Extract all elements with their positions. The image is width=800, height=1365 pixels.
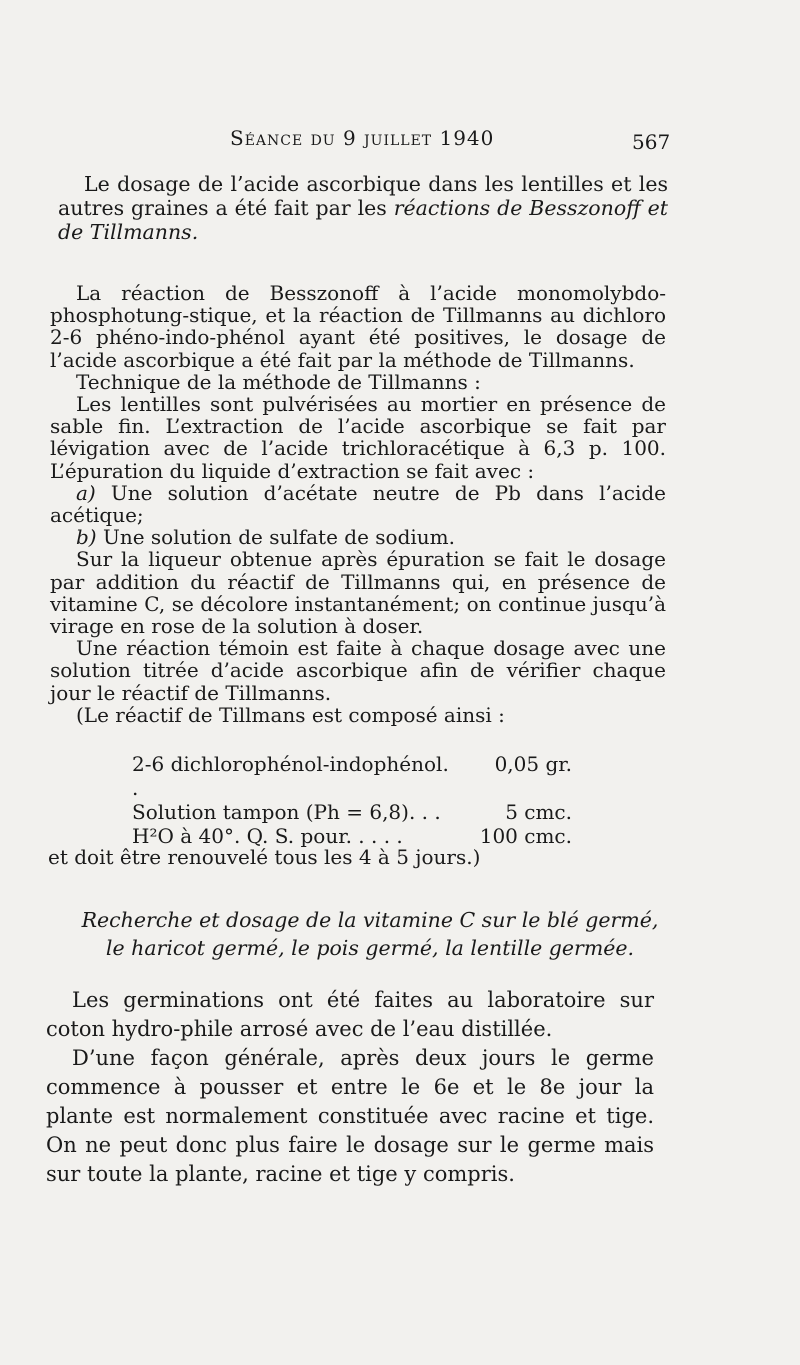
method-paragraph-4: Sur la liqueur obtenue après épuration se fait le dosage par addition du réactif de Tillmanns qui, en présence de vitamine C, se décolore instantanément; on continue jusqu’à virage en rose de la solution à doser. — [50, 547, 666, 639]
list-letter-a: a) — [76, 480, 96, 505]
reagent-label: H²O à 40°. Q. S. pour. . . . . — [132, 824, 403, 848]
method-paragraph-2: Technique de la méthode de Tillmanns : — [76, 369, 481, 394]
intro-paragraph — [58, 172, 668, 244]
reagent-value: 0,05 gr. — [494, 752, 572, 776]
method-section — [50, 282, 666, 726]
table-row — [132, 752, 572, 800]
germination-section — [46, 986, 654, 1189]
intro-text: Le dosage de l’acide ascorbique dans les lentilles et les autres graines a été fait par les — [58, 172, 668, 220]
method-paragraph-6: (Le réactif de Tillmans est composé ainsi : — [76, 702, 505, 727]
list-letter-b: b) — [76, 525, 97, 550]
list-item-b — [50, 526, 666, 548]
reagent-label: 2-6 dichlorophénol-indophénol. . — [132, 752, 449, 800]
method-paragraph-1: La réaction de Besszonoff à l’acide monomolybdo-phosphotung-stique, et la réaction de Tillmanns au dichloro 2-6 phéno-indo-phénol ayant été positives, le dosage de l’acide ascorbique a été fait par la méthode de Tillmanns. — [50, 281, 666, 372]
section-heading-line-2: le haricot germé, le pois germé, la lentille germée. — [105, 936, 635, 960]
table-row — [132, 800, 572, 824]
germination-paragraph-1: Les germinations ont été faites au laboratoire sur coton hydro-phile arrosé avec de l’eau distillée. — [46, 988, 654, 1041]
method-paragraph-3: Les lentilles sont pulvérisées au mortier en présence de sable fin. L’extraction de l’acide ascorbique se fait par lévigation avec de l’acide trichloracétique à 6,3 p. 100. L’épuration du liquide d’extraction se fait avec : — [50, 392, 666, 483]
list-text-a: Une solution d’acétate neutre de Pb dans l’acide acétique; — [50, 480, 666, 528]
intro-italic-text: réactions de Besszonoff et de Tillmanns. — [58, 196, 668, 244]
running-header — [0, 126, 800, 156]
page-number: 567 — [632, 130, 671, 154]
list-item-a — [50, 482, 666, 526]
section-heading — [60, 906, 680, 962]
germination-paragraph-2: D’une façon générale, après deux jours le germe commence à pousser et entre le 6e et le 8e jour la plante est normalement constituée avec racine et tige. On ne peut donc plus faire le dosage sur le germe mais sur toute la plante, racine et tige y compris. — [46, 1046, 654, 1186]
header-title: Séance du 9 juillet 1940 — [230, 126, 495, 150]
reagent-composition-table — [132, 752, 572, 848]
list-text-b: Une solution de sulfate de sodium. — [96, 525, 455, 550]
reagent-value: 5 cmc. — [505, 800, 572, 824]
closing-line: et doit être renouvelé tous les 4 à 5 jours.) — [48, 845, 481, 869]
reagent-label: Solution tampon (Ph = 6,8). . . — [132, 800, 441, 824]
method-paragraph-5: Une réaction témoin est faite à chaque dosage avec une solution titrée d’acide ascorbique afin de vérifier chaque jour le réactif de Tillmanns. — [50, 636, 666, 705]
reagent-value: 100 cmc. — [479, 824, 572, 848]
section-heading-line-1: Recherche et dosage de la vitamine C sur le blé germé, — [81, 908, 659, 932]
